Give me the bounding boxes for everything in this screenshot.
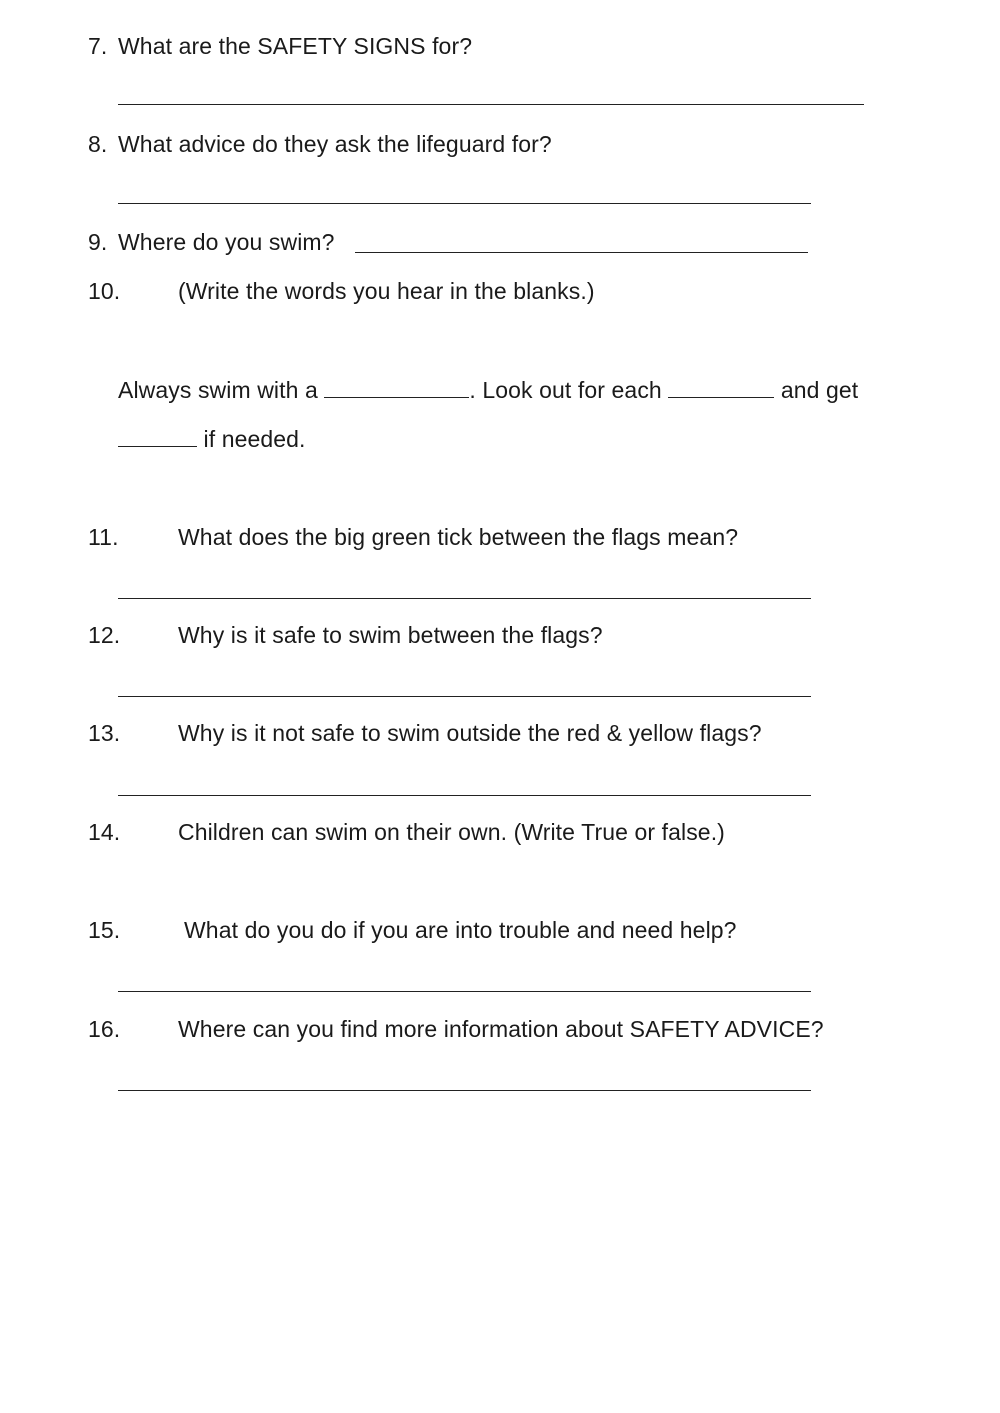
question-text: Children can swim on their own. (Write True or false.) (178, 819, 725, 845)
question-text: What does the big green tick between the flags mean? (178, 524, 739, 550)
cloze-blank-1[interactable] (324, 377, 469, 398)
question-9 (88, 227, 335, 257)
answer-line-8[interactable] (118, 203, 811, 204)
answer-line-13[interactable] (118, 795, 811, 796)
question-12 (88, 620, 603, 650)
question-number: 8. (88, 131, 108, 157)
cloze-line-2 (118, 424, 306, 454)
question-text: Why is it not safe to swim outside the red & yellow flags? (178, 720, 762, 746)
answer-line-16[interactable] (118, 1090, 811, 1091)
question-15 (88, 915, 737, 945)
cloze-text-4: if needed. (203, 426, 306, 452)
question-number: 7. (88, 33, 108, 59)
question-number: 14. (88, 819, 121, 845)
question-number: 16. (88, 1016, 121, 1042)
question-text: (Write the words you hear in the blanks.) (178, 278, 595, 304)
question-number: 12. (88, 622, 121, 648)
question-number: 15. (88, 917, 121, 943)
cloze-text-1: Always swim with a (118, 377, 318, 403)
question-14 (88, 817, 725, 847)
question-13 (88, 718, 762, 748)
question-text: Where do you swim? (118, 229, 335, 255)
question-text: Why is it safe to swim between the flags? (178, 622, 603, 648)
question-text: What do you do if you are into trouble and need help? (184, 917, 737, 943)
answer-line-9[interactable] (355, 252, 808, 253)
cloze-blank-2[interactable] (668, 377, 774, 398)
question-number: 13. (88, 720, 121, 746)
answer-line-15[interactable] (118, 991, 811, 992)
question-11 (88, 522, 738, 552)
cloze-blank-3[interactable] (118, 426, 197, 447)
question-7 (88, 31, 472, 61)
question-text: What advice do they ask the lifeguard for? (118, 131, 552, 157)
question-8 (88, 129, 552, 159)
question-16 (88, 1014, 824, 1044)
question-text: Where can you find more information about SAFETY ADVICE? (178, 1016, 824, 1042)
question-text: What are the SAFETY SIGNS for? (118, 33, 473, 59)
question-number: 11. (88, 524, 119, 550)
cloze-text-3: and get (780, 377, 859, 403)
answer-line-12[interactable] (118, 696, 811, 697)
cloze-line-1 (118, 375, 858, 405)
cloze-text-2: . Look out for each (469, 377, 662, 403)
answer-line-7[interactable] (118, 104, 864, 105)
question-number: 9. (88, 229, 108, 255)
question-10 (88, 276, 595, 306)
question-number: 10. (88, 278, 121, 304)
answer-line-11[interactable] (118, 598, 811, 599)
